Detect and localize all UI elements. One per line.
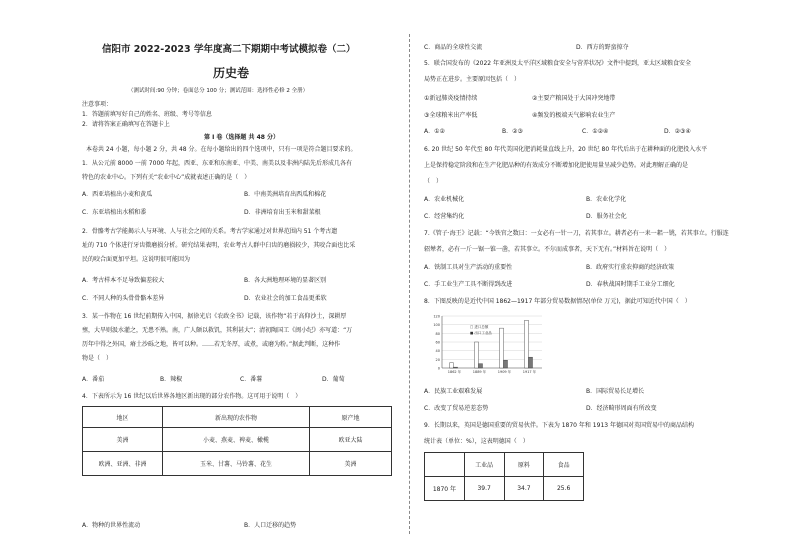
- statement-item: ②主要产粮国处于大国冲突地带: [532, 95, 616, 102]
- question-text: 统计表（单位：%），这表明德国（ ）: [424, 438, 529, 445]
- option-d: D．服务社会化: [586, 213, 627, 220]
- option-a: A．①②: [424, 128, 445, 135]
- question-text: 物是（ ）: [82, 355, 113, 362]
- bar-export: [454, 367, 458, 368]
- question-text: 4．下表所示为 16 世纪以后世界各地区新出现的部分农作物。这可用于说明（ ）: [82, 393, 302, 400]
- option-a: A．番茄: [82, 376, 105, 383]
- option-b: B．国际贸易长足增长: [586, 388, 645, 395]
- question-text: （ ）: [424, 178, 443, 185]
- legend-entry: ■ 出口工业品: [470, 331, 492, 335]
- bar-import: [500, 328, 504, 368]
- option-a: A．农业机械化: [424, 196, 465, 203]
- table-cell: 小麦、燕麦、裨麦、橄榄: [163, 428, 310, 452]
- question-text: 上是保持稳定阶段和在生产化肥品种的有效成分不断增加化肥使用量呈减少趋势。对此理解正确的是: [424, 162, 689, 169]
- question-text: 8．下图反映的是近代中国 1862—1917 年部分贸易数据情况(单位 万元)，据此可知近代中国（ ）: [424, 298, 691, 305]
- question-text: 址的 710 个体进行牙齿微磨损分析。研究结果表明，农业考古人群中臼齿的磨损较少，其咬合面也比采: [82, 242, 356, 249]
- table-header-cell: 新出现的农作物: [163, 407, 310, 428]
- option-a: A．民族工业艰难发展: [424, 388, 483, 395]
- table-header-row: [425, 453, 584, 477]
- table-cell: 美洲: [83, 428, 163, 452]
- option-b: B．辣椒: [160, 376, 183, 383]
- table-header-row: [83, 407, 392, 428]
- option-a: A．考古样本不足导致偏差较大: [82, 277, 165, 284]
- bar-export: [479, 364, 483, 368]
- part-heading: 第 I 卷（选择题 共 48 分）: [204, 134, 280, 141]
- question-text: 9．长期以来，英国是德国重要的贸易伙伴。下表为 1870 年和 1913 年德国对英国贸易中的商品结构: [424, 422, 694, 429]
- question-text: 局势正在进步。主要原因包括（ ）: [424, 76, 521, 83]
- table-header-cell: 原产地: [310, 407, 392, 428]
- option-d: D．非洲培育出玉米和甜菜根: [244, 209, 321, 216]
- question-text: 6. 20 世纪 50 年代至 80 年代美国化肥消耗量直线上升，20 世纪 80 年代后出于在耕种面的化肥投入水平: [424, 146, 708, 153]
- y-tick-label: 100: [433, 323, 440, 328]
- option-b: B．②③: [502, 128, 523, 135]
- legend-entry: □ 进口总额: [470, 325, 489, 329]
- bar-export: [529, 357, 533, 368]
- y-tick-label: 80: [435, 331, 440, 336]
- subject-title: 历史卷: [213, 66, 250, 80]
- question-text: 1．从公元前 8000 一前 7000 年起，西亚、东亚和东南亚、中美、南美以及非洲内陆先后形成几各有: [82, 160, 352, 167]
- q4-table: [82, 406, 392, 476]
- left-column: [78, 0, 400, 550]
- option-d: D．葡萄: [322, 376, 345, 383]
- option-b: B．中南美洲培育出西瓜和棉花: [244, 191, 327, 198]
- trade-bar-chart: [420, 308, 550, 378]
- exam-title: 信阳市 2022-2023 学年度高二下期期中考试模拟卷（二）: [102, 44, 356, 55]
- option-c: C．番薯: [240, 376, 263, 383]
- table-header-cell: 食品: [544, 453, 584, 477]
- notes-item: 2．请将答案正确填写在答题卡上: [82, 121, 170, 128]
- option-d: D．西方的野蛮掠夺: [576, 44, 629, 51]
- question-text: 轺辇者，必有一斤一锯一锥一凿，若其事立。不尔而成事者，天下无有。”材料旨在说明（ ）: [424, 246, 671, 253]
- question-text: 历年中得之外国，瘠土沙砾之地，皆可以种。……若无冬厚，或煮，或磨为粉。”据此判断，这种作: [82, 341, 341, 348]
- table-header-cell: [425, 453, 465, 477]
- question-text: 7.《管子·海王》记载：“今铁官之数曰：一女必有一针一刀，若其事立。耕者必有一耒一耜一铫，若其事立。行服连: [424, 230, 729, 237]
- notes-item: 1．答题前填写好自己的姓名、班级、考号等信息: [82, 111, 212, 118]
- y-tick-label: 0: [437, 366, 440, 371]
- option-a: A．西亚培植出小麦和黄瓜: [82, 191, 153, 198]
- table-cell: 欧亚大陆: [310, 428, 392, 452]
- option-d: D．经济畸形周面有所改变: [586, 405, 657, 412]
- table-cell: 玉米、甘薯、马铃薯、花生: [163, 452, 310, 476]
- right-column: [420, 0, 742, 550]
- table-header-cell: 地区: [83, 407, 163, 428]
- option-d: D．春秋战国时期手工业分工细化: [586, 281, 675, 288]
- question-text: 5．联合国发布的《2022 年亚洲及太平洋区域粮食安全与营养状况》文件中提到，亚太区域粮食安全: [424, 60, 691, 67]
- option-c: C．不同人种的头骨骨骼本差异: [82, 295, 165, 302]
- option-a: A．铁制工具对生产活动的重要性: [424, 264, 513, 271]
- option-a: A．物种的世界性流动: [82, 522, 141, 529]
- table-cell: 39.7: [464, 477, 504, 501]
- x-tick-label: 1917 年: [522, 370, 537, 374]
- bar-export: [504, 360, 508, 368]
- x-tick-label: 1889 年: [472, 370, 487, 374]
- table-cell: 1870 年: [425, 477, 465, 501]
- option-c: C．手工业生产工具不断得到改进: [424, 281, 513, 288]
- question-text: 壅，大旱则汲水灌之，无患不熟。南，广人颇以救饥，其利甚大”；清初陶国工《闽小纪》亦写道：“万: [82, 327, 353, 334]
- option-b: B．农业化学化: [586, 196, 627, 203]
- q9-table: [424, 452, 584, 501]
- table-row: [83, 452, 392, 476]
- option-c: C．东亚培植出水稻和黍: [82, 209, 147, 216]
- statement-item: ④频发的极端天气影响农业生产: [532, 112, 616, 119]
- option-b: B．政府实行重农抑商的经济政策: [586, 264, 675, 271]
- question-text: 2．骨骼考古学能揭示人与环境、人与社会之间的关系。考古学家通过对世界范围内 51 个考古遗: [82, 228, 338, 235]
- y-tick-label: 20: [435, 357, 440, 362]
- y-tick-label: 120: [433, 314, 440, 319]
- statement-item: ③全球粮米出产率低: [424, 112, 478, 119]
- option-c: C．商品的全球性交流: [424, 44, 483, 51]
- y-tick-label: 40: [435, 349, 440, 354]
- table-header-cell: 原料: [504, 453, 544, 477]
- option-d: D．②③④: [664, 128, 691, 135]
- table-cell: 34.7: [504, 477, 544, 501]
- bar-import: [475, 342, 479, 368]
- x-tick-label: 1862 年: [447, 370, 462, 374]
- question-text: 特色的农业中心。下列有关“农业中心”成就表述正确的是（ ）: [82, 174, 251, 181]
- option-c: C．①②④: [582, 128, 609, 135]
- statement-item: ①新冠肺炎疫情持续: [424, 95, 478, 102]
- option-b: B．人口迁移的趋势: [244, 522, 297, 529]
- table-row: [83, 428, 392, 452]
- table-row: [425, 477, 584, 501]
- bar-import: [450, 363, 454, 368]
- notes-heading: 注意事项：: [82, 101, 113, 108]
- option-c: C．经营集约化: [424, 213, 465, 220]
- table-header-cell: 工业品: [464, 453, 504, 477]
- table-cell: 美洲: [310, 452, 392, 476]
- part-intro: 本卷共 24 小题，每小题 2 分，共 48 分。在每小题给出的四个选项中，只有一项是符合题目要求的。: [86, 146, 357, 153]
- y-tick-label: 60: [435, 340, 440, 345]
- column-divider: [409, 34, 410, 534]
- question-text: 民的咬合面更加平坦。这说明很可能因为: [82, 256, 191, 263]
- bar-import: [525, 320, 529, 368]
- x-tick-label: 1909 年: [497, 370, 512, 374]
- table-cell: 欧洲、亚洲、非洲: [83, 452, 163, 476]
- option-d: D．农业社会的加工食品更柔软: [244, 295, 327, 302]
- table-cell: 25.6: [544, 477, 584, 501]
- option-b: B．各大洲地理环境的显著区别: [244, 277, 327, 284]
- exam-info: （测试时间:90 分钟；卷面总分 100 分；测试范围：选择性必修 2 全册）: [128, 88, 309, 94]
- question-text: 3．某一作物在 16 世纪前期传入中国，据徐光启《农政全书》记载，该作物“若于高仰沙土，深耕厚: [82, 313, 347, 320]
- option-c: C．改变了贸易逆差态势: [424, 405, 489, 412]
